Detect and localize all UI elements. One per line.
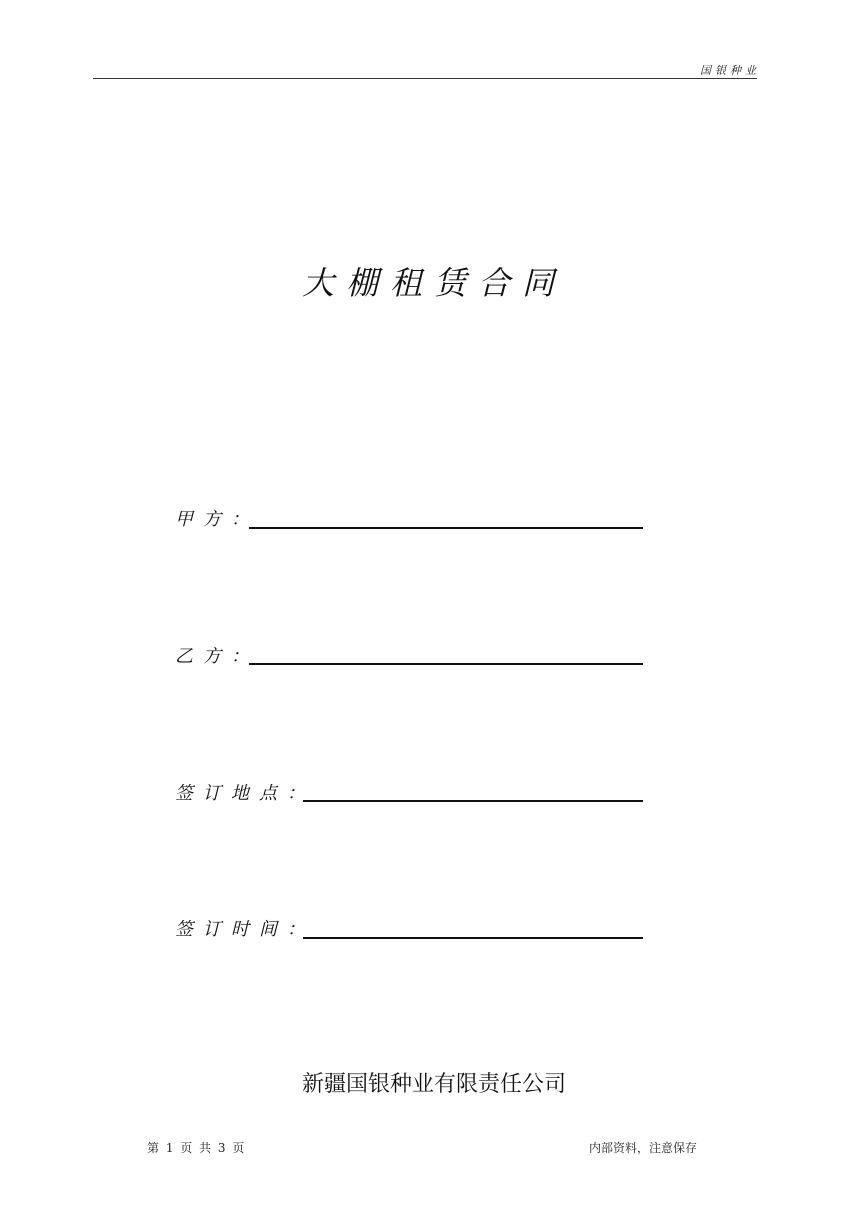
party-b-blank-line — [249, 663, 643, 665]
party-a-label: 甲方： — [175, 509, 259, 530]
header-divider — [93, 78, 757, 79]
party-b-label: 乙方： — [175, 646, 259, 667]
party-a-blank-line — [249, 527, 643, 529]
company-name: 新疆国银种业有限责任公司 — [301, 1072, 566, 1097]
sign-place-blank-line — [303, 800, 643, 802]
document-title: 大棚租赁合同 — [301, 264, 566, 302]
page-number: 第 1 页 共 3 页 — [147, 1141, 245, 1155]
sign-time-blank-line — [303, 937, 643, 939]
header-brand-text: 国银种业 — [700, 64, 760, 77]
sign-time-label: 签订时间： — [175, 919, 315, 940]
confidential-note: 内部资料，注意保存 — [588, 1141, 697, 1155]
sign-place-label: 签订地点： — [175, 783, 315, 804]
